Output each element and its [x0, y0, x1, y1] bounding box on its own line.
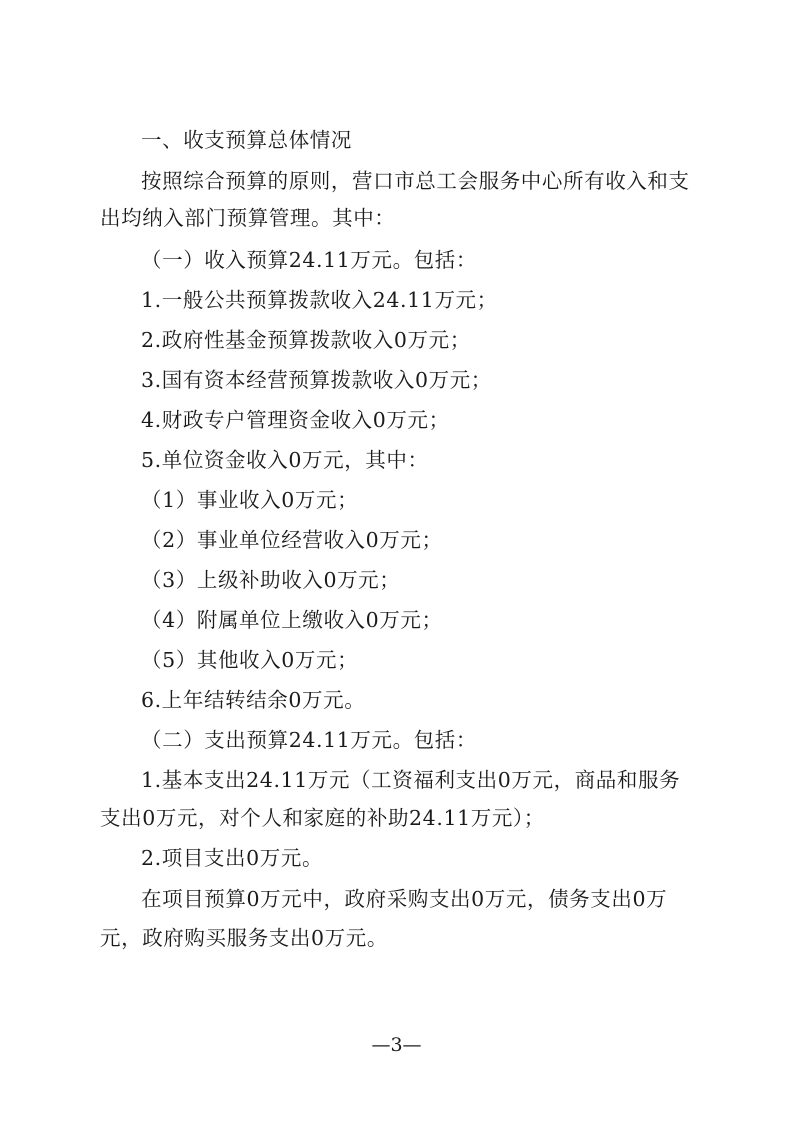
- unit-income-item: （2）事业单位经营收入0万元；: [141, 528, 443, 552]
- intro-paragraph-line-1: 按照综合预算的原则，营口市总工会服务中心所有收入和支: [141, 169, 690, 193]
- carryover-item: 6.上年结转结余0万元。: [141, 688, 366, 712]
- project-expense-item: 2.项目支出0万元。: [141, 846, 324, 870]
- project-budget-line-1: 在项目预算0万元中，政府采购支出0万元，债务支出0万: [141, 887, 668, 911]
- income-item: 4.财政专户管理资金收入0万元；: [141, 408, 450, 432]
- income-heading: （一）收入预算24.11万元。包括：: [141, 248, 477, 272]
- income-item: 3.国有资本经营预算拨款收入0万元；: [141, 368, 492, 392]
- income-item: 5.单位资金收入0万元，其中：: [141, 448, 429, 472]
- intro-paragraph-line-2: 出均纳入部门预算管理。其中：: [100, 206, 396, 230]
- section-heading: 一、收支预算总体情况: [141, 128, 352, 152]
- basic-expense-line-1: 1.基本支出24.11万元（工资福利支出0万元，商品和服务: [141, 768, 681, 792]
- unit-income-item: （5）其他收入0万元；: [141, 648, 359, 672]
- income-item: 2.政府性基金预算拨款收入0万元；: [141, 328, 471, 352]
- income-item: 1.一般公共预算拨款收入24.11万元；: [141, 288, 498, 312]
- project-budget-line-2: 元，政府购买服务支出0万元。: [100, 926, 388, 950]
- unit-income-item: （4）附属单位上缴收入0万元；: [141, 608, 443, 632]
- unit-income-item: （3）上级补助收入0万元；: [141, 568, 401, 592]
- basic-expense-line-2: 支出0万元，对个人和家庭的补助24.11万元）；: [100, 806, 545, 830]
- expense-heading: （二）支出预算24.11万元。包括：: [141, 728, 477, 752]
- unit-income-item: （1）事业收入0万元；: [141, 488, 359, 512]
- page-number: —3—: [371, 1034, 422, 1056]
